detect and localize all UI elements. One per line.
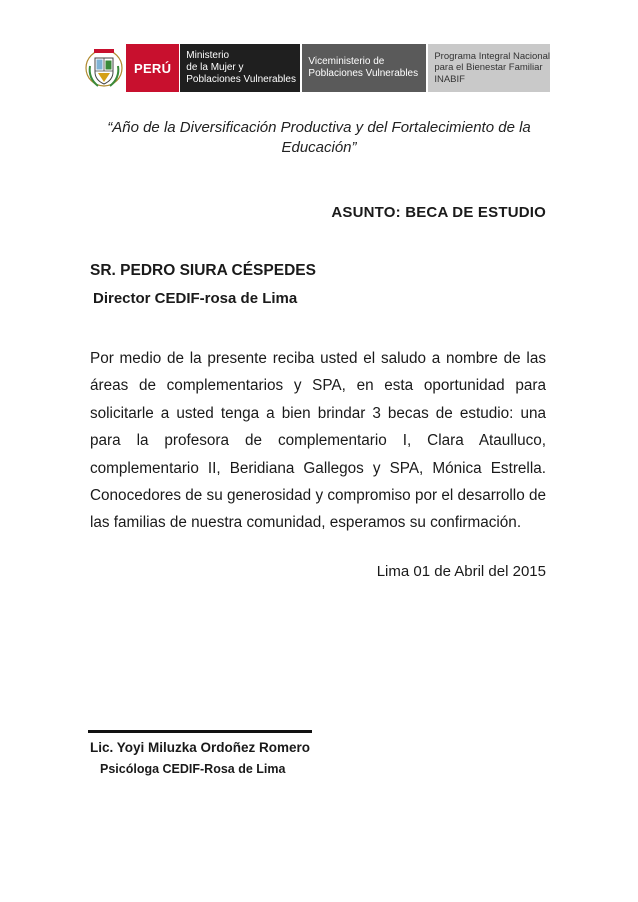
program-line-1: Programa Integral Nacional	[434, 50, 550, 62]
viceministry-label	[300, 44, 426, 92]
ministry-label	[179, 44, 300, 92]
institutional-header	[84, 44, 550, 92]
viceministry-line-2: Poblaciones Vulnerables	[308, 68, 419, 79]
signatory-name: Lic. Yoyi Miluzka Ordoñez Romero	[90, 740, 311, 755]
ministry-line-3: Poblaciones Vulnerables	[186, 74, 296, 85]
ministry-line-1: Ministerio	[186, 50, 230, 61]
letter-date: Lima 01 de Abril del 2015	[376, 563, 546, 580]
ministry-line-2: de la Mujer y	[186, 62, 244, 73]
addressee-role: Director CEDIF-rosa de Lima	[93, 290, 298, 307]
letter-body: Por medio de la presente reciba usted el saludo a nombre de las áreas de complementarios y SPA, en esta oportunidad para solicitarle a usted tenga a bien brindar 3 becas de estudio: una para la profesora de complementario I, Clara Ataulluco, complementario II, Beridiana Gallegos y SPA, Mónica Estrella. Conocedores de su generosidad y compromiso por el desarrollo de las familias de nuestra comunidad, esperamos su confirmación.	[90, 350, 546, 532]
year-motto: “Año de la Diversificación Productiva y del Fortalecimiento de la Educación”	[107, 119, 531, 156]
signature-line	[88, 730, 312, 733]
subject-line: ASUNTO: BECA DE ESTUDIO	[331, 204, 546, 221]
coat-of-arms-icon	[84, 44, 124, 92]
program-line-3: INABIF	[434, 73, 465, 85]
addressee-name: SR. PEDRO SIURA CÉSPEDES	[90, 262, 316, 279]
program-line-2: para el Bienestar Familiar	[434, 62, 543, 74]
country-name: PERÚ	[133, 60, 172, 76]
program-label	[426, 44, 550, 92]
signatory-role: Psicóloga CEDIF-Rosa de Lima	[100, 762, 286, 776]
viceministry-line-1: Viceministerio de	[308, 56, 385, 67]
country-label	[126, 44, 179, 92]
